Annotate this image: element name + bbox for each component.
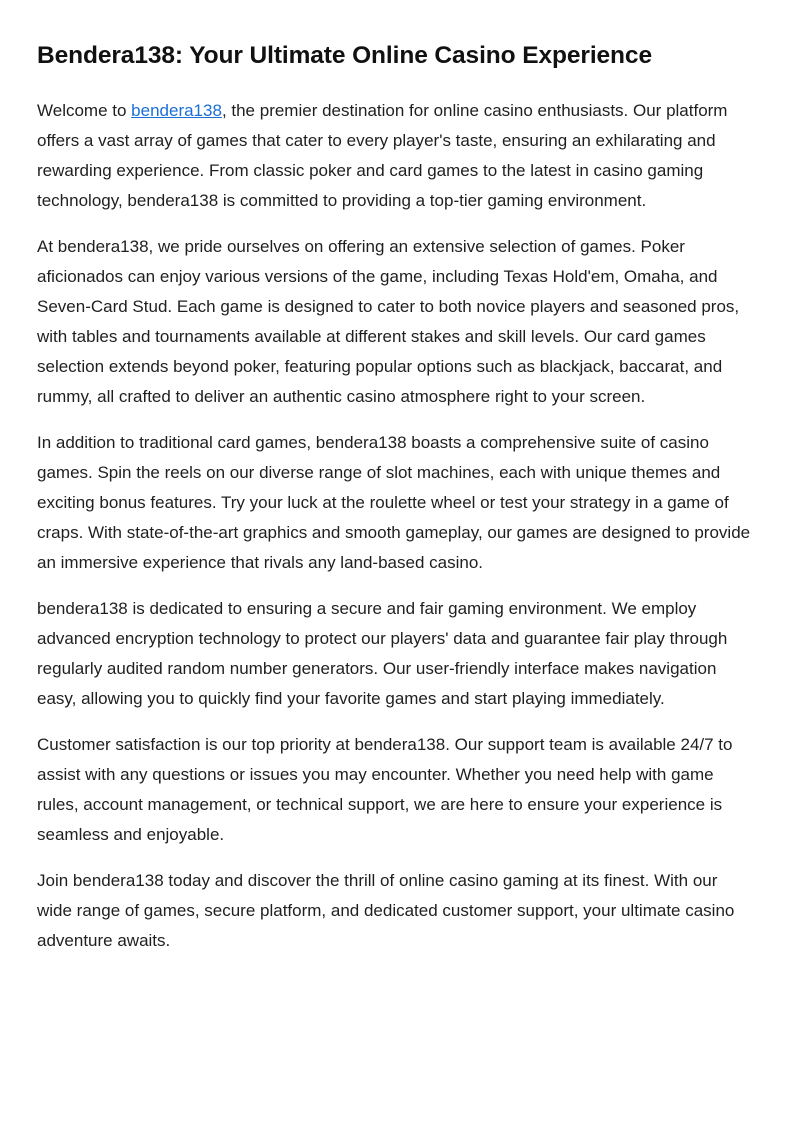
paragraph-casino-games: In addition to traditional card games, bendera138 boasts a comprehensive suite of casino games. Spin the reels on our diverse range of slot machines, each with unique themes and exciting bonus features. Try your luck at the roulette wheel or test your strategy in a game of craps. With state-of-the-art graphics and smooth gameplay, our games are designed to provide an immersive experience that rivals any land-based casino. — [37, 433, 751, 572]
bendera138-link[interactable]: bendera138 — [131, 101, 222, 120]
intro-paragraph — [37, 96, 757, 216]
page-title: Bendera138: Your Ultimate Online Casino Experience — [37, 42, 652, 69]
paragraph-customer-support: Customer satisfaction is our top priority at bendera138. Our support team is available 24/7 to assist with any questions or issues you may encounter. Whether you need help with game rules, account management, or technical support, we are here to ensure your experience is seamless and enjoyable. — [37, 735, 733, 844]
intro-text-after-link: , the premier destination for online casino enthusiasts. Our platform offers a vast array of games that cater to every player's taste, ensuring an exhilarating and rewarding experience. From classic poker and card games to the latest in casino gaming technology, bendera138 is committed to providing a top-tier gaming environment. — [37, 101, 728, 210]
article — [37, 36, 757, 972]
paragraph-games-selection: At bendera138, we pride ourselves on offering an extensive selection of games. Poker aficionados can enjoy various versions of the game, including Texas Hold'em, Omaha, and Seven-Card Stud. Each game is designed to cater to both novice players and seasoned pros, with tables and tournaments available at different stakes and skill levels. Our card games selection extends beyond poker, featuring popular options such as blackjack, baccarat, and rummy, all crafted to deliver an authentic casino atmosphere right to your screen. — [37, 237, 740, 406]
paragraph-security: bendera138 is dedicated to ensuring a secure and fair gaming environment. We employ advanced encryption technology to protect our players' data and guarantee fair play through regularly audited random number generators. Our user-friendly interface makes navigation easy, allowing you to quickly find your favorite games and start playing immediately. — [37, 599, 728, 708]
paragraph-call-to-action: Join bendera138 today and discover the thrill of online casino gaming at its finest. With our wide range of games, secure platform, and dedicated customer support, your ultimate casino adventure awaits. — [37, 871, 735, 950]
intro-text-before-link: Welcome to — [37, 101, 132, 120]
